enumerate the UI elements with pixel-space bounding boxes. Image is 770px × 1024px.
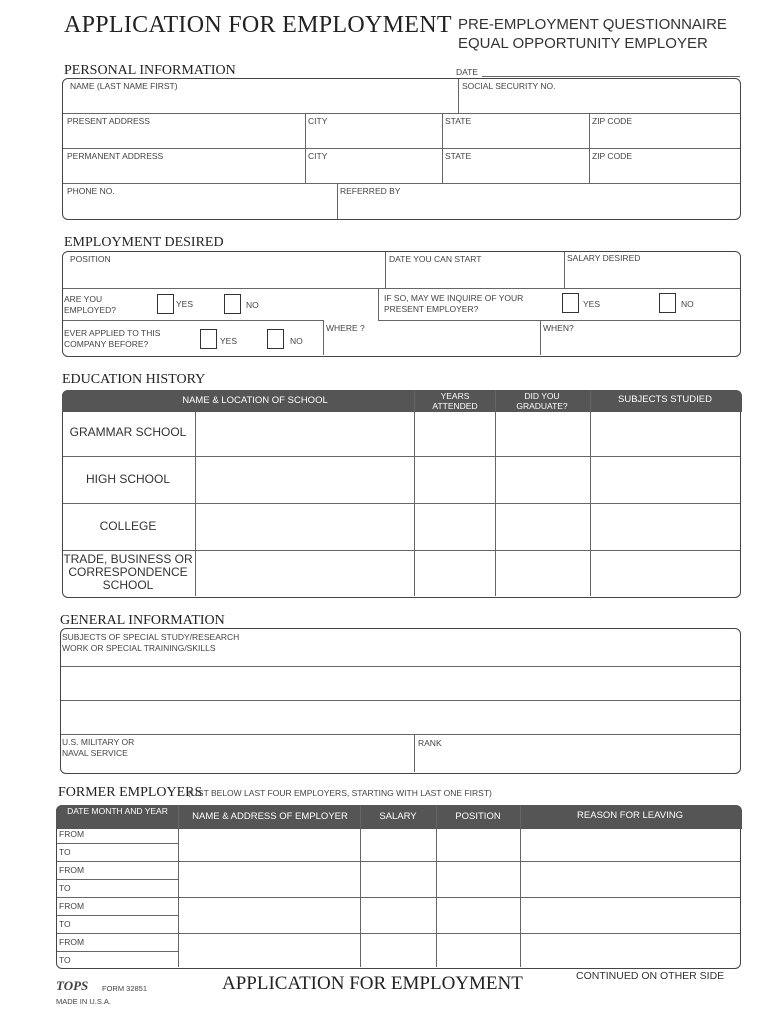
section-former-heading: FORMER EMPLOYERS xyxy=(58,785,203,800)
education-row-trade: TRADE, BUSINESS OR CORRESPONDENCE SCHOOL xyxy=(63,552,193,593)
former-employers-box xyxy=(56,805,741,969)
former-col-position: POSITION xyxy=(455,811,501,822)
divider xyxy=(57,879,179,880)
divider xyxy=(360,805,361,967)
employer3-to-label[interactable]: TO xyxy=(59,919,71,929)
section-personal-heading: PERSONAL INFORMATION xyxy=(64,63,236,78)
section-employment-heading: EMPLOYMENT DESIRED xyxy=(64,235,224,250)
form-subtitle-eoe: EQUAL OPPORTUNITY EMPLOYER xyxy=(458,35,708,52)
inquire-no-checkbox[interactable] xyxy=(659,293,676,313)
applied-yes-checkbox[interactable] xyxy=(200,329,217,349)
employer2-from-label[interactable]: FROM xyxy=(59,865,85,875)
footer-title: APPLICATION FOR EMPLOYMENT xyxy=(222,973,523,994)
divider xyxy=(564,252,565,288)
present-state-field-label[interactable]: STATE xyxy=(445,116,472,126)
divider xyxy=(63,288,740,289)
when-field-label[interactable]: WHEN? xyxy=(543,323,574,333)
personal-info-box xyxy=(62,78,741,220)
divider xyxy=(61,734,740,735)
section-general-heading: GENERAL INFORMATION xyxy=(60,613,225,628)
divider xyxy=(63,456,740,457)
form-title: APPLICATION FOR EMPLOYMENT xyxy=(64,12,452,38)
employed-question: ARE YOU EMPLOYED? xyxy=(64,294,116,315)
date-line[interactable] xyxy=(482,76,740,77)
education-col-school: NAME & LOCATION OF SCHOOL xyxy=(182,395,328,406)
divider xyxy=(305,113,306,183)
divider xyxy=(57,843,179,844)
special-skills-field-label[interactable]: SUBJECTS OF SPECIAL STUDY/RESEARCH WORK OR SPECIAL TRAINING/SKILLS xyxy=(62,632,240,653)
divider xyxy=(63,148,740,149)
education-row-high-school: HIGH SCHOOL xyxy=(85,472,170,486)
education-col-years: YEARS ATTENDED xyxy=(432,391,478,411)
divider xyxy=(57,951,179,952)
employer1-to-label[interactable]: TO xyxy=(59,847,71,857)
former-employers-note: (LIST BELOW LAST FOUR EMPLOYERS, STARTING WITH LAST ONE FIRST) xyxy=(188,788,492,798)
start-date-field-label[interactable]: DATE YOU CAN START xyxy=(389,254,482,264)
permanent-state-field-label[interactable]: STATE xyxy=(445,151,472,161)
divider xyxy=(378,320,740,321)
education-col-graduate: DID YOU GRADUATE? xyxy=(516,391,568,411)
divider xyxy=(63,550,740,551)
divider xyxy=(63,320,323,321)
permanent-city-field-label[interactable]: CITY xyxy=(308,151,328,161)
divider xyxy=(458,79,459,113)
divider xyxy=(540,320,541,355)
present-city-field-label[interactable]: CITY xyxy=(308,116,328,126)
inquire-question: IF SO, MAY WE INQUIRE OF YOUR PRESENT EMPLOYER? xyxy=(384,293,524,314)
divider xyxy=(57,897,740,898)
divider xyxy=(61,700,740,701)
tops-logo: TOPS xyxy=(56,978,89,993)
former-col-date: DATE MONTH AND YEAR xyxy=(67,806,168,816)
permanent-zip-field-label[interactable]: ZIP CODE xyxy=(592,151,632,161)
divider xyxy=(178,805,179,967)
divider xyxy=(337,183,338,219)
divider xyxy=(495,390,496,596)
employer3-from-label[interactable]: FROM xyxy=(59,901,85,911)
present-zip-field-label[interactable]: ZIP CODE xyxy=(592,116,632,126)
present-address-field-label[interactable]: PRESENT ADDRESS xyxy=(67,116,150,126)
employer2-to-label[interactable]: TO xyxy=(59,883,71,893)
form-subtitle-questionnaire: PRE-EMPLOYMENT QUESTIONNAIRE xyxy=(458,16,727,33)
divider xyxy=(57,915,179,916)
rank-field-label[interactable]: RANK xyxy=(418,738,442,748)
divider xyxy=(63,503,740,504)
section-education-heading: EDUCATION HISTORY xyxy=(62,372,206,387)
employed-yes-checkbox[interactable] xyxy=(157,294,174,314)
employer4-to-label[interactable]: TO xyxy=(59,955,71,965)
employed-no-checkbox[interactable] xyxy=(224,294,241,314)
form-number: FORM 32851 xyxy=(102,984,148,993)
applied-no-label: NO xyxy=(290,336,303,346)
divider xyxy=(63,113,740,114)
date-label: DATE xyxy=(456,67,479,77)
employed-no-label: NO xyxy=(246,300,259,310)
phone-field-label[interactable]: PHONE NO. xyxy=(67,186,115,196)
divider xyxy=(414,390,415,596)
permanent-address-field-label[interactable]: PERMANENT ADDRESS xyxy=(67,151,164,161)
salary-desired-field-label[interactable]: SALARY DESIRED xyxy=(567,253,641,263)
referred-by-field-label[interactable]: REFERRED BY xyxy=(340,186,401,196)
military-field-label[interactable]: U.S. MILITARY OR NAVAL SERVICE xyxy=(62,737,135,758)
inquire-yes-label: YES xyxy=(583,299,601,309)
inquire-no-label: NO xyxy=(681,299,694,309)
divider xyxy=(57,861,740,862)
position-field-label[interactable]: POSITION xyxy=(70,254,111,264)
former-col-employer: NAME & ADDRESS OF EMPLOYER xyxy=(192,811,348,822)
divider xyxy=(378,288,379,320)
former-col-salary: SALARY xyxy=(379,811,417,822)
education-col-subjects: SUBJECTS STUDIED xyxy=(618,394,712,405)
divider xyxy=(385,252,386,288)
divider xyxy=(63,183,740,184)
employer4-from-label[interactable]: FROM xyxy=(59,937,85,947)
education-row-college: COLLEGE xyxy=(99,519,157,533)
continued-note: CONTINUED ON OTHER SIDE xyxy=(576,970,725,982)
applied-before-question: EVER APPLIED TO THIS COMPANY BEFORE? xyxy=(64,328,161,349)
employed-yes-label: YES xyxy=(176,299,194,309)
divider xyxy=(57,933,740,934)
ssn-field-label[interactable]: SOCIAL SECURITY NO. xyxy=(462,81,556,91)
made-in-usa: MADE IN U.S.A. xyxy=(56,997,112,1006)
divider xyxy=(414,734,415,772)
divider xyxy=(195,412,196,596)
divider xyxy=(323,320,324,355)
name-field-label[interactable]: NAME (LAST NAME FIRST) xyxy=(70,81,178,91)
applied-yes-label: YES xyxy=(220,336,238,346)
where-field-label[interactable]: WHERE ? xyxy=(326,323,365,333)
divider xyxy=(442,113,443,183)
divider xyxy=(590,390,591,596)
applied-no-checkbox[interactable] xyxy=(267,329,284,349)
divider xyxy=(520,805,521,967)
former-col-reason: REASON FOR LEAVING xyxy=(577,810,683,821)
inquire-yes-checkbox[interactable] xyxy=(562,293,579,313)
employer1-from-label[interactable]: FROM xyxy=(59,829,85,839)
divider xyxy=(589,113,590,183)
divider xyxy=(61,666,740,667)
divider xyxy=(436,805,437,967)
education-row-grammar: GRAMMAR SCHOOL xyxy=(69,425,187,439)
